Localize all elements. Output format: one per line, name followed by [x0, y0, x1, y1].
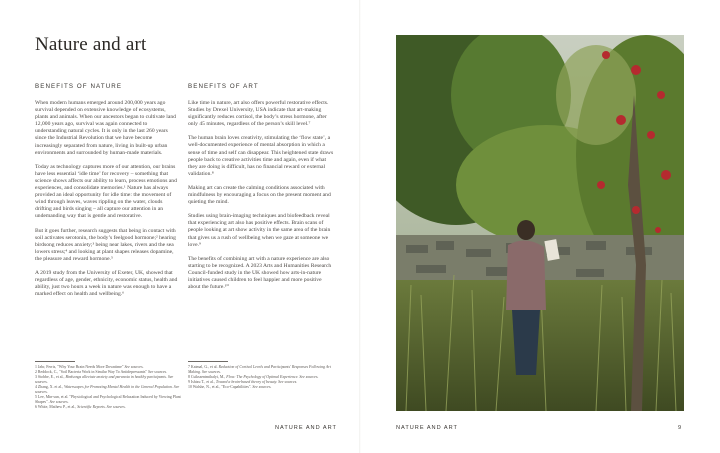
- footnote: 9 Ishizu T., et al., Toward a brain-based theory of beauty. See sources.: [188, 380, 298, 384]
- footnotes-left: [35, 365, 185, 410]
- footnote: 10 Walshe, N., et al., "Eco-Capabilities". See sources.: [188, 385, 272, 389]
- photo-illustration: [396, 35, 684, 411]
- body-paragraph: When modern humans emerged around 200,000 years ago survival depended on extensive knowledge of ecosystems, plants and animals. When our ancestors began to cultivate land 12,000 years ago, survival was again connected to understanding natural cycles. It is only in the last 260 years since the Industrial Revolution that we have become increasingly separated from nature, living in built-up urban environments and surrounded by human-made materials.: [35, 100, 176, 156]
- footnote-divider: [35, 361, 75, 362]
- footnote: 7 Kaimal, G., et al. Reduction of Cortisol Levels and Participants' Responses Following Art Making. See sources.: [188, 365, 331, 374]
- benefits-of-nature-heading: BENEFITS OF NATURE: [35, 83, 123, 90]
- footnote: 6 White, Mathew P., et al., Scientific Reports. See sources.: [35, 405, 126, 409]
- page-gutter: [359, 0, 361, 453]
- body-paragraph: The benefits of combining art with a nature experience are also starting to be recognized. A 2023 Arts and Humanities Research Council-funded study in the UK showed how arts-in-nature initiatives caused children to feel happier and more positive about the future.¹⁰: [188, 255, 332, 291]
- painter-head: [517, 220, 535, 240]
- footnote: 2 Reddock, C., "Soil Bacteria Work in Similar Way To Antidepressants" See sources.: [35, 370, 168, 374]
- page-number: 9: [678, 425, 682, 431]
- footnote-divider: [188, 361, 228, 362]
- body-paragraph: Today as technology captures more of our attention, our brains have less essential ‘idle time’ for recovery – something that science shows affects our ability to learn, process emotions and experiences, and consolidate memories.¹ Nature has always provided an ideal opportunity for idle time: the movement of wind through leaves, waves rippling on the water, clouds drifting and birds singing – all capture our attention in an undemanding way that is gentle and restorative.: [35, 163, 177, 220]
- running-footer-right: NATURE AND ART: [396, 425, 458, 431]
- benefits-of-art-column: [188, 83, 334, 298]
- tree-canopy: [556, 45, 636, 145]
- footnote: 1 Jabr, Ferris, "Why Your Brain Needs More Downtime" See sources.: [35, 365, 144, 369]
- running-footer-left: NATURE AND ART: [275, 425, 337, 431]
- painter-sweater: [506, 240, 546, 310]
- benefits-of-art-heading: BENEFITS OF ART: [188, 83, 259, 90]
- page-title: Nature and art: [35, 34, 147, 55]
- footnotes-right: [188, 365, 334, 390]
- garden-painting-photo: [396, 35, 684, 411]
- benefits-of-nature-column: [35, 83, 179, 305]
- footnote: 4 Zhang, X. et al., Waterscapes for Promoting Mental Health in the General Population. See sources.: [35, 385, 180, 394]
- body-paragraph: A 2019 study from the University of Exeter, UK, showed that regardless of age, gender, ethnicity, economic status, health and ability, just two hours a week in nature was enough to have a marked effect on health and wellbeing.⁶: [35, 269, 178, 298]
- body-paragraph: The human brain loves creativity, stimulating the ‘flow state’, a well-documented experience of mental absorption in which a sense of time and self can disappear. This heightened state draws people back to creative activities time and again, even if what they are doing is difficult, has no financial reward or external validation.⁸: [188, 135, 334, 177]
- body-paragraph: Studies using brain-imaging techniques and biofeedback reveal that experiencing art also has positive effects. Brain scans of people looking at art show activity in the same area of the brain that gives us a rush of wellbeing when we gaze at someone we love.⁹: [188, 213, 331, 248]
- footnote: 5 Lee, Min-sun, et al. "Physiological and Psychological Relaxation Induced by Viewing Plant Shapes". See sources.: [35, 395, 181, 404]
- body-paragraph: But it goes further, research suggests that being in contact with soil activates serotonin, the body’s feelgood hormone;² hearing birdsong reduces anxiety;³ being near lakes, rivers and the sea lowers stress;⁴ and looking at plant shapes releases dopamine, the pleasure and reward hormone.⁵: [35, 227, 176, 262]
- footnote: 8 Csikszentmihalyi, M., Flow: The Psychology of Optimal Experience. See sources.: [188, 375, 319, 379]
- footnote: 3 Stobbe, E., et al., Birdsongs alleviate anxiety and paranoia in healthy participants. See sources.: [35, 375, 174, 384]
- body-paragraph: Making art can create the calming conditions associated with mindfulness by encouraging a focus on the present moment and quieting the mind.: [188, 184, 331, 206]
- body-paragraph: Like time in nature, art also offers powerful restorative effects. Studies by Drexel University, USA indicate that art-making significantly reduces cortisol, the body’s stress hormone, after only 45 minutes, regardless of the person’s skill level.⁷: [188, 100, 329, 128]
- painter-trousers: [512, 310, 540, 375]
